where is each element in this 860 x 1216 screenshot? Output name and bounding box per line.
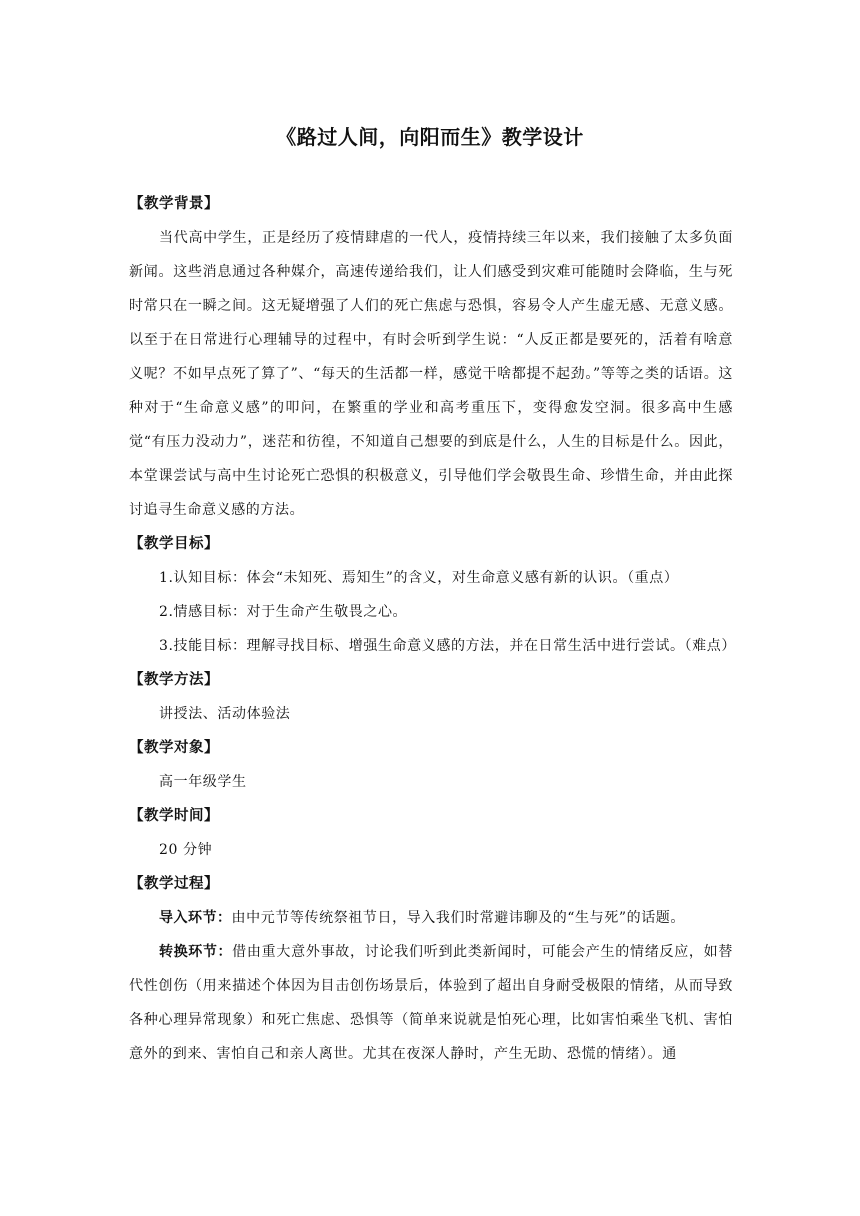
section-heading-audience: 【教学对象】 (129, 740, 219, 756)
process-transition-text: 借由重大意外事故，讨论我们听到此类新闻时，可能会产生的情绪反应，如替代性创伤（用来描述个体因为目击创伤场景后，体验到了超出自身耐受极限的情绪，从而导致各种心理异常现象）和死亡焦虑、恐惧等（简单来说就是怕死心理，比如害怕乘坐飞机、害怕意外的到来、害怕自己和亲人离世。尤其在夜深人静时，产生无助、恐慌的情绪）。通 (129, 944, 733, 1062)
process-intro-paragraph (129, 901, 733, 935)
section-heading-goals: 【教学目标】 (129, 536, 219, 552)
section-heading-method: 【教学方法】 (129, 672, 219, 688)
duration-text: 20 分钟 (159, 842, 213, 858)
process-intro-label: 导入环节： (159, 910, 232, 926)
method-text: 讲授法、活动体验法 (159, 706, 291, 722)
audience-text: 高一年级学生 (159, 774, 247, 790)
document-title: 《路过人间，向阳而生》教学设计 (276, 125, 584, 149)
goal-item-skill: 3.技能目标：理解寻找目标、增强生命意义感的方法，并在日常生活中进行尝试。（难点） (159, 638, 736, 654)
section-heading-process: 【教学过程】 (129, 876, 219, 892)
section-heading-duration: 【教学时间】 (129, 808, 219, 824)
document-body (129, 187, 736, 1071)
goal-item-emotional: 2.情感目标：对于生命产生敬畏之心。 (159, 604, 408, 620)
section-heading-background: 【教学背景】 (129, 196, 219, 212)
process-transition-paragraph (129, 935, 733, 1071)
goal-item-cognitive: 1.认知目标：体会“未知死、焉知生”的含义，对生命意义感有新的认识。（重点） (159, 570, 679, 586)
process-intro-text: 由中元节等传统祭祖节日，导入我们时常避讳聊及的“生与死”的话题。 (231, 910, 686, 926)
process-transition-label: 转换环节： (159, 944, 233, 960)
background-paragraph: 当代高中学生，正是经历了疫情肆虐的一代人，疫情持续三年以来，我们接触了太多负面新闻。这些消息通过各种媒介，高速传递给我们，让人们感受到灾难可能随时会降临，生与死时常只在一瞬之间。这无疑增强了人们的死亡焦虑与恐惧，容易令人产生虚无感、无意义感。以至于在日常进行心理辅导的过程中，有时会听到学生说：“人反正都是要死的，活着有啥意义呢？不如早点死了算了”、“每天的生活都一样，感觉干啥都提不起劲。”等等之类的话语。这种对于“生命意义感”的叩问，在繁重的学业和高考重压下，变得愈发空洞。很多高中生感觉“有压力没动力”，迷茫和彷徨，不知道自己想要的到底是什么，人生的目标是什么。因此，本堂课尝试与高中生讨论死亡恐惧的积极意义，引导他们学会敬畏生命、珍惜生命，并由此探讨追寻生命意义感的方法。 (129, 230, 733, 518)
